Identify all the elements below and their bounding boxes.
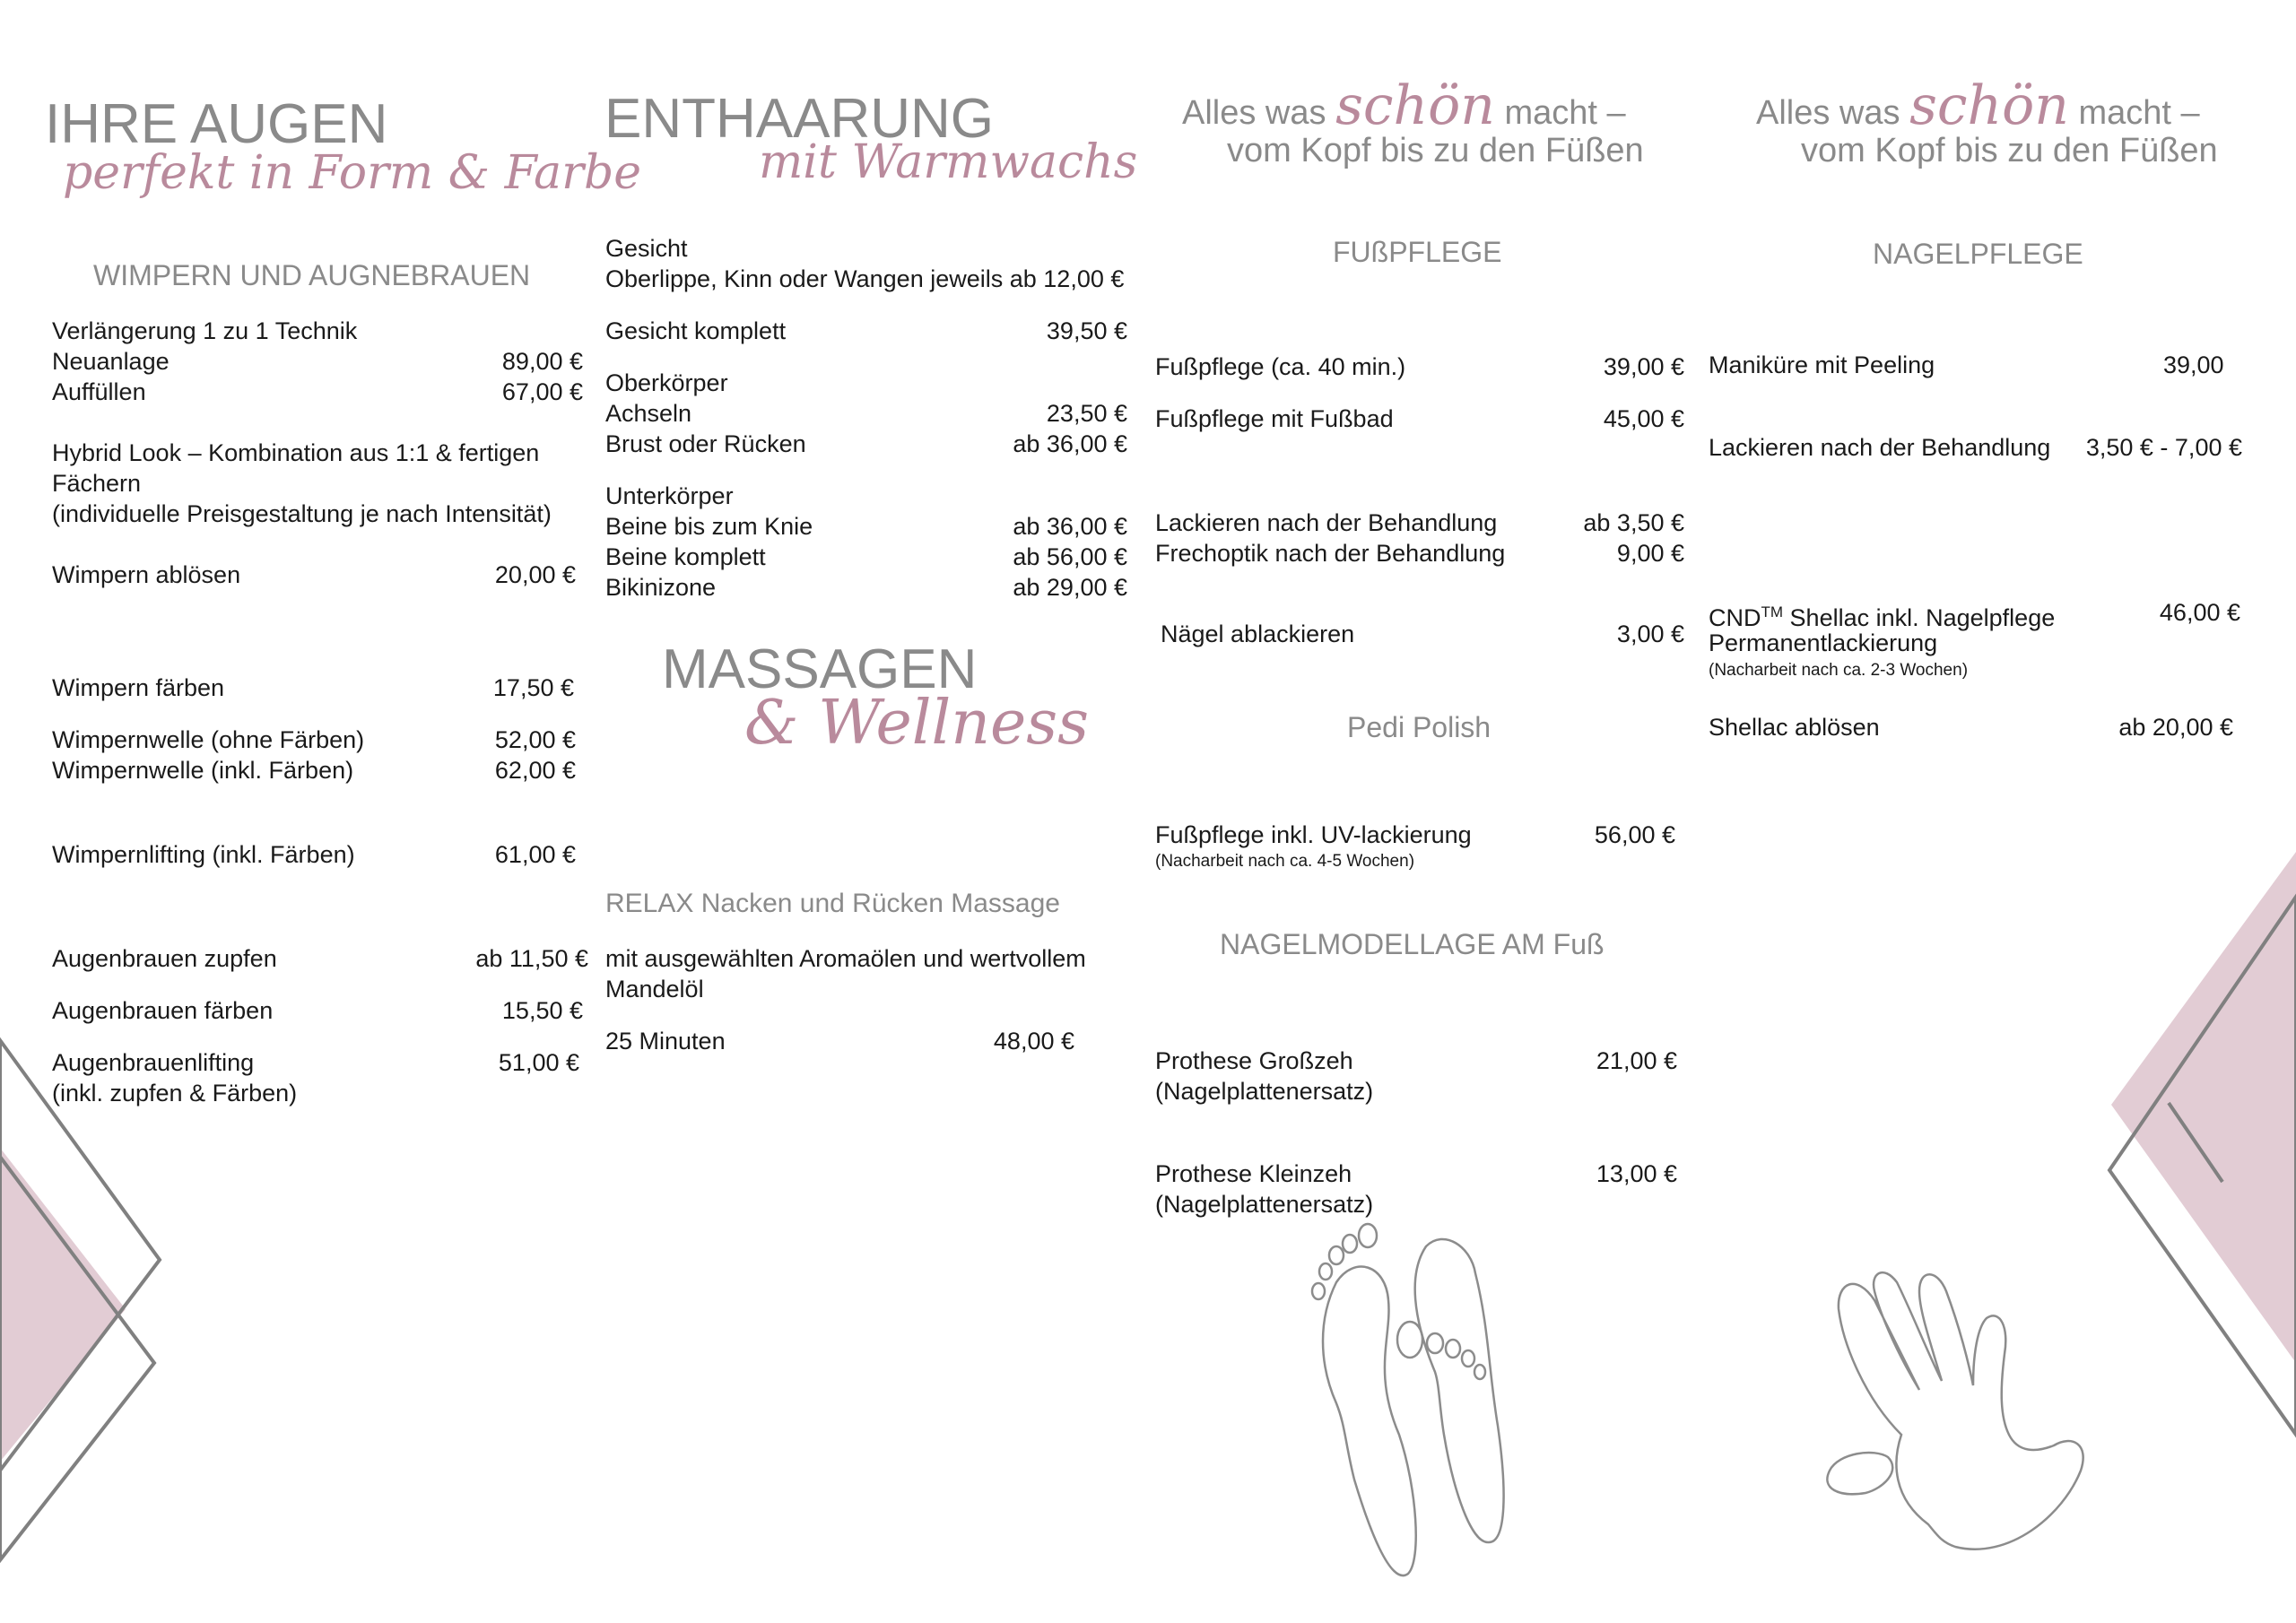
augen-subtitle: perfekt in Form & Farbe	[63, 146, 642, 200]
naegel-ablackieren-label: Nägel ablackieren	[1161, 621, 1355, 647]
manikuere-price: 39,00	[2163, 352, 2224, 378]
lackieren-hand-price: 3,50 € - 7,00 €	[2085, 434, 2242, 461]
auffuellen-price: 67,00 €	[501, 378, 583, 405]
wimpern-faerben-price: 17,50 €	[492, 674, 574, 701]
achseln-price: 23,50 €	[1046, 400, 1127, 427]
french-label: Frechoptik nach der Behandlung	[1155, 540, 1506, 567]
cnd-price: 46,00 €	[2159, 599, 2240, 626]
slogan-col3-line1	[1182, 74, 1626, 137]
augen-title: IHRE AUGEN	[45, 93, 388, 155]
shellac-abloesen-label: Shellac ablösen	[1709, 714, 1880, 741]
relax-heading: RELAX Nacken und Rücken Massage	[605, 889, 1060, 918]
slogan-col4-line1	[1756, 74, 2200, 137]
extension-title: Verlängerung 1 zu 1 Technik	[52, 317, 358, 344]
enthaarung-subtitle: mit Warmwachs	[759, 135, 1138, 189]
uv-lackierung-price: 56,00 €	[1594, 821, 1675, 848]
naegel-ablackieren-price: 3,00 €	[1616, 621, 1684, 647]
hybrid-line-2: Fächern	[52, 470, 142, 497]
fusspflege-40-price: 39,00 €	[1603, 353, 1684, 380]
wimpernwelle-1-label: Wimpernwelle (ohne Färben)	[52, 726, 365, 753]
neuanlage-price: 89,00 €	[501, 348, 583, 375]
prothese-gross-price: 21,00 €	[1596, 1047, 1677, 1074]
augenbrauenlifting-price: 51,00 €	[498, 1049, 579, 1076]
slogan-col4-line2: vom Kopf bis zu den Füßen	[1801, 132, 2218, 169]
hybrid-line-1: Hybrid Look – Kombination aus 1:1 & fertigen	[52, 439, 540, 466]
augenbrauen-faerben-price: 15,50 €	[501, 997, 583, 1024]
relax-desc-2: Mandelöl	[605, 976, 704, 1002]
uv-lackierung-note: (Nacharbeit nach ca. 4-5 Wochen)	[1155, 852, 1415, 871]
prothese-klein-label: Prothese Kleinzeh	[1155, 1160, 1352, 1187]
augenbrauenlifting-note: (inkl. zupfen & Färben)	[52, 1080, 298, 1107]
trademark: TM	[1761, 603, 1784, 621]
wimpern-section-heading: WIMPERN UND AUGNEBRAUEN	[93, 259, 531, 291]
minuten-label: 25 Minuten	[605, 1028, 726, 1055]
beine-price: ab 56,00 €	[1013, 543, 1127, 570]
pedi-polish-heading: Pedi Polish	[1347, 711, 1492, 743]
french-price: 9,00 €	[1616, 540, 1684, 567]
gesicht-komplett-label: Gesicht komplett	[605, 317, 787, 344]
bikini-label: Bikinizone	[605, 574, 717, 601]
permanent-label: Permanentlackierung	[1709, 629, 1938, 656]
lackieren-hand-label: Lackieren nach der Behandlung	[1709, 434, 2051, 461]
shellac-abloesen-price: ab 20,00 €	[2118, 714, 2233, 741]
fusspflege-heading: FUßPFLEGE	[1333, 236, 1502, 268]
wimpernwelle-1-price: 52,00 €	[494, 726, 576, 753]
hand-outline-icon	[1827, 1272, 2083, 1549]
fusspflege-bad-price: 45,00 €	[1603, 405, 1684, 432]
brust-label: Brust oder Rücken	[605, 430, 806, 457]
knie-label: Beine bis zum Knie	[605, 513, 813, 540]
lackieren-fuss-label: Lackieren nach der Behandlung	[1155, 509, 1498, 536]
manikuere-label: Maniküre mit Peeling	[1709, 352, 1935, 378]
hybrid-line-3: (individuelle Preisgestaltung je nach Intensität)	[52, 500, 552, 527]
relax-desc-1: mit ausgewählten Aromaölen und wertvollem	[605, 945, 1086, 972]
wellness-subtitle: & Wellness	[744, 688, 1090, 759]
bikini-price: ab 29,00 €	[1013, 574, 1127, 601]
prothese-klein-note: (Nagelplattenersatz)	[1155, 1191, 1374, 1218]
wimpernlifting-label: Wimpernlifting (inkl. Färben)	[52, 841, 355, 868]
slogan-part2: macht –	[2078, 94, 2200, 132]
massagen-title: MASSAGEN	[662, 638, 978, 700]
prothese-gross-label: Prothese Großzeh	[1155, 1047, 1353, 1074]
nagelpflege-heading: NAGELPFLEGE	[1873, 238, 2083, 270]
gesicht-komplett-price: 39,50 €	[1046, 317, 1127, 344]
uv-lackierung-label: Fußpflege inkl. UV-lackierung	[1155, 821, 1472, 848]
knie-price: ab 36,00 €	[1013, 513, 1127, 540]
slogan-word: schön	[1909, 74, 2069, 137]
wimpernwelle-2-price: 62,00 €	[494, 757, 576, 784]
augenbrauen-zupfen-label: Augenbrauen zupfen	[52, 945, 277, 972]
prothese-klein-price: 13,00 €	[1596, 1160, 1677, 1187]
cnd-brand: CND	[1709, 604, 1761, 631]
slogan-part1: Alles was	[1182, 94, 1326, 132]
permanent-note: (Nacharbeit nach ca. 2-3 Wochen)	[1709, 661, 1969, 680]
minuten-price: 48,00 €	[993, 1028, 1074, 1055]
achseln-label: Achseln	[605, 400, 692, 427]
gesicht-heading: Gesicht	[605, 235, 688, 262]
neuanlage-label: Neuanlage	[52, 348, 170, 375]
augenbrauenlifting-label: Augenbrauenlifting	[52, 1049, 255, 1076]
fusspflege-bad-label: Fußpflege mit Fußbad	[1155, 405, 1394, 432]
feet-outline-icon	[1312, 1224, 1504, 1575]
slogan-col3-line2: vom Kopf bis zu den Füßen	[1227, 132, 1644, 169]
cnd-rest: Shellac inkl. Nagelpflege	[1783, 604, 2056, 631]
auffuellen-label: Auffüllen	[52, 378, 146, 405]
wimpernlifting-price: 61,00 €	[494, 841, 576, 868]
prothese-gross-note: (Nagelplattenersatz)	[1155, 1078, 1374, 1105]
wimpernwelle-2-label: Wimpernwelle (inkl. Färben)	[52, 757, 354, 784]
wimpern-abloesen-price: 20,00 €	[494, 561, 576, 588]
right-pink-shape	[2111, 852, 2296, 1363]
fusspflege-40-label: Fußpflege (ca. 40 min.)	[1155, 353, 1406, 380]
wimpern-faerben-label: Wimpern färben	[52, 674, 225, 701]
brust-price: ab 36,00 €	[1013, 430, 1127, 457]
slogan-part1: Alles was	[1756, 94, 1900, 132]
beine-label: Beine komplett	[605, 543, 766, 570]
nagelmodellage-heading: NAGELMODELLAGE AM Fuß	[1220, 928, 1605, 960]
augenbrauen-zupfen-price: ab 11,50 €	[475, 945, 588, 972]
oberkoerper-heading: Oberkörper	[605, 369, 728, 396]
wimpern-abloesen-label: Wimpern ablösen	[52, 561, 241, 588]
oberlippe-label: Oberlippe, Kinn oder Wangen jeweils ab 12,00 €	[605, 265, 1125, 292]
slogan-part2: macht –	[1504, 94, 1626, 132]
augenbrauen-faerben-label: Augenbrauen färben	[52, 997, 274, 1024]
enthaarung-title: ENTHAARUNG	[604, 88, 995, 150]
slogan-word: schön	[1335, 74, 1495, 137]
lackieren-fuss-price: ab 3,50 €	[1583, 509, 1684, 536]
left-pink-shape	[0, 1148, 126, 1462]
unterkoerper-heading: Unterkörper	[605, 482, 734, 509]
